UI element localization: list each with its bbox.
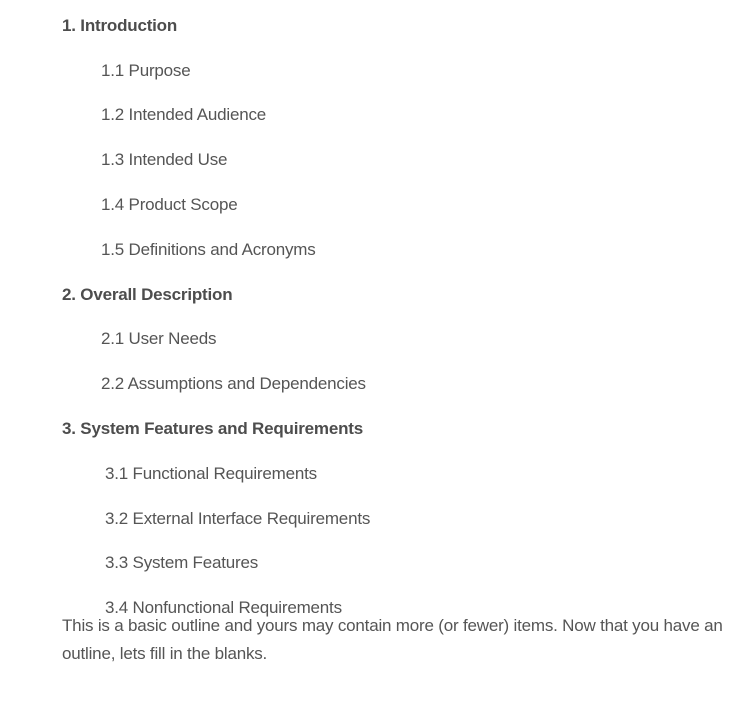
outline-item-intended-audience: 1.2 Intended Audience [101, 105, 267, 124]
closing-paragraph [62, 612, 752, 668]
outline-item-nonfunctional-requirements: 3.4 Nonfunctional Requirements [105, 598, 342, 617]
outline-item-purpose: 1.1 Purpose [101, 61, 191, 80]
section-heading-overall-description: 2. Overall Description [62, 285, 233, 304]
outline-item-functional-requirements: 3.1 Functional Requirements [105, 464, 317, 483]
outline-item-user-needs: 2.1 User Needs [101, 329, 217, 348]
closing-paragraph-line-1: This is a basic outline and yours may contain more (or fewer) items. Now that you have an [62, 616, 723, 635]
outline-item-intended-use: 1.3 Intended Use [101, 150, 228, 169]
outline-item-assumptions-dependencies: 2.2 Assumptions and Dependencies [101, 374, 366, 393]
outline-item-system-features: 3.3 System Features [105, 553, 259, 572]
section-heading-introduction: 1. Introduction [62, 16, 178, 35]
outline-item-definitions-acronyms: 1.5 Definitions and Acronyms [101, 240, 316, 259]
closing-paragraph-line-2: outline, lets fill in the blanks. [62, 644, 268, 663]
section-heading-system-features: 3. System Features and Requirements [62, 419, 364, 438]
outline-item-external-interface-requirements: 3.2 External Interface Requirements [105, 509, 371, 528]
outline-item-product-scope: 1.4 Product Scope [101, 195, 238, 214]
